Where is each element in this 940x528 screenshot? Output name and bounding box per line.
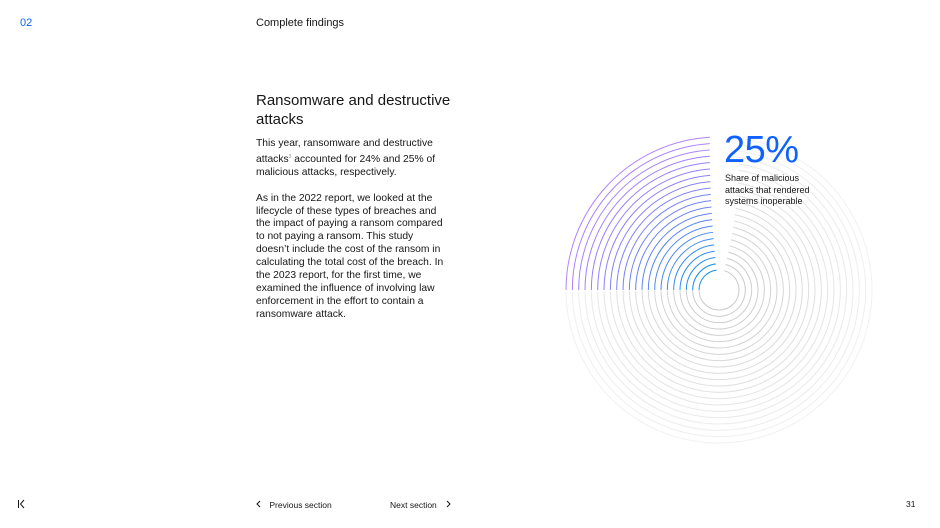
- article-heading: Ransomware and destructive attacks: [256, 92, 451, 128]
- paragraph-1: [256, 138, 446, 180]
- highlight-arc: [680, 251, 715, 290]
- remainder-arc: [667, 240, 770, 342]
- next-section-link[interactable]: [390, 499, 453, 510]
- highlight-arc: [699, 270, 717, 290]
- highlight-arc: [585, 156, 710, 290]
- page-number: 31: [906, 499, 916, 509]
- section-title: Complete findings: [256, 17, 345, 29]
- stat-value: 25%: [724, 129, 799, 171]
- paragraph-2: As in the 2022 report, we looked at the lifecycle of these types of breaches and the impact of paying a ransom compared to not paying a ransom. This study doesn’t include the cost of the ransom in calculating the total cost of the breach. In the 2023 report, for the first time, we examined the influence of involving law enforcement in the effort to contain a ransomware attack.: [256, 192, 444, 320]
- article-body: [256, 138, 446, 335]
- remainder-arc: [680, 252, 758, 329]
- chevron-right-icon: [443, 499, 453, 509]
- footnote-ref[interactable]: 3: [288, 153, 292, 160]
- remainder-arc: [648, 221, 789, 361]
- remainder-arc: [693, 265, 746, 317]
- next-section-label: Next section: [390, 500, 437, 510]
- section-number: 02: [20, 17, 33, 29]
- highlight-arc: [642, 213, 712, 290]
- remainder-arc: [610, 183, 827, 399]
- remainder-arc: [674, 246, 765, 335]
- highlight-arc: [686, 258, 715, 290]
- remainder-arc: [699, 271, 739, 310]
- remainder-arc: [604, 177, 834, 405]
- concentric-arc-chart: [560, 130, 880, 450]
- previous-section-label: Previous section: [269, 500, 332, 510]
- remainder-arc: [617, 189, 822, 392]
- chevron-left-icon: [254, 499, 264, 509]
- stat-caption: Share of malicious attacks that rendered systems inoperable: [725, 173, 810, 207]
- remainder-arc: [686, 258, 751, 322]
- remainder-arc: [629, 202, 808, 380]
- highlight-arc: [655, 226, 713, 290]
- remainder-arc: [623, 196, 815, 386]
- paragraph-1-start: This year, ransomware and destructive attacks: [256, 138, 433, 165]
- remainder-arc: [642, 215, 796, 367]
- highlight-arc: [610, 182, 710, 290]
- remainder-arc: [566, 138, 872, 443]
- first-page-icon[interactable]: [17, 499, 27, 509]
- highlight-arc: [566, 137, 710, 290]
- remainder-arc: [661, 233, 777, 348]
- previous-section-link[interactable]: [254, 499, 332, 510]
- paragraph-1-end: accounted for 24% and 25% of malicious attacks, respectively.: [256, 153, 436, 178]
